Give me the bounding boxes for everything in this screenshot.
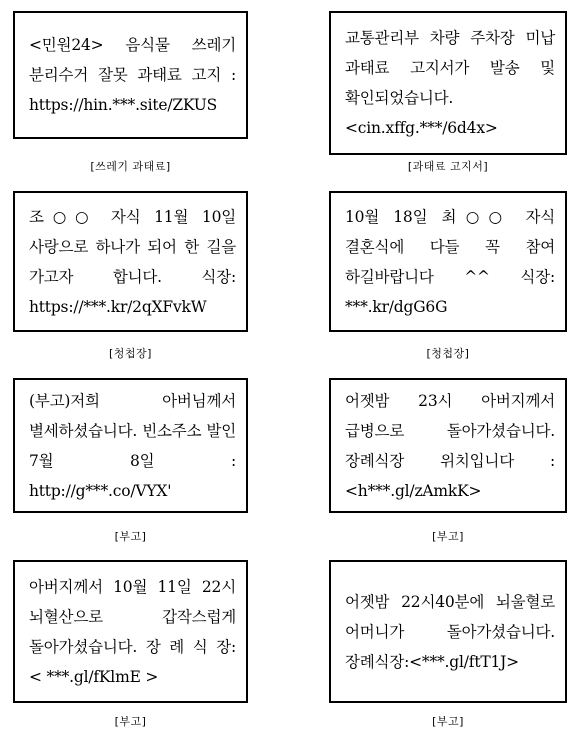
message-text: 교통관리부 차량 주차장 미납 과태료 고지서가 발송 및 확인되었습니다.<cin.xffg.***/6d4x>: [345, 29, 555, 137]
sms-card-wedding-invite: [329, 191, 567, 332]
message-text: (부고)저희 아버님께서 별세하셨습니다. 빈소주소 발인 7월 8일 : http://g***.co/VYX': [29, 391, 236, 500]
caption-label: [청첩장]: [109, 347, 152, 360]
sms-card-parking-fine: [329, 11, 567, 155]
message-text: 어젯밤 23시 아버지께서 급병으로 돌아가셨습니다. 장례식장 위치입니다 :<h***.gl/zAmkK>: [345, 391, 555, 500]
caption-label: [부고]: [114, 715, 147, 728]
message-text: <민원24> 음식물 쓰레기 분리수거 잘못 과태료 고지 : https://hin.***.site/ZKUS: [29, 36, 236, 114]
sms-card-obituary: [329, 378, 567, 513]
sms-card-obituary: [329, 560, 567, 703]
sms-card-obituary: [13, 560, 248, 703]
message-text: 어젯밤 22시40분에 뇌울혈로 어머니가 돌아가셨습니다. 장례식장:<***.gl/ftT1J>: [345, 592, 555, 671]
sms-card-obituary: [13, 378, 248, 513]
caption-label: [부고]: [432, 530, 464, 543]
sms-card-garbage-fine: [13, 11, 248, 139]
message-text: 10월 18일 최○○ 자식 결혼식에 다들 꼭 참여 하길바랍니다 ^^ 식장: ***.kr/dgG6G: [345, 207, 555, 316]
sms-card-wedding-invite: [13, 191, 248, 332]
caption-label: [쓰레기 과태료]: [90, 160, 171, 173]
message-text: 조○○ 자식 11월 10일 사랑으로 하나가 되어 한 길을 가고자 합니다. 식장: https://***.kr/2qXFvkW: [29, 207, 236, 316]
caption-label: [과태료 고지서]: [407, 160, 489, 173]
message-text: 아버지께서 10월 11일 22시 뇌혈산으로 갑작스럽게 돌아가셨습니다. 장 례 식 장: < ***.gl/fKlmE >: [29, 577, 236, 686]
caption-label: [부고]: [432, 715, 464, 728]
caption-label: [청첩장]: [426, 347, 470, 360]
caption-label: [부고]: [114, 530, 147, 543]
